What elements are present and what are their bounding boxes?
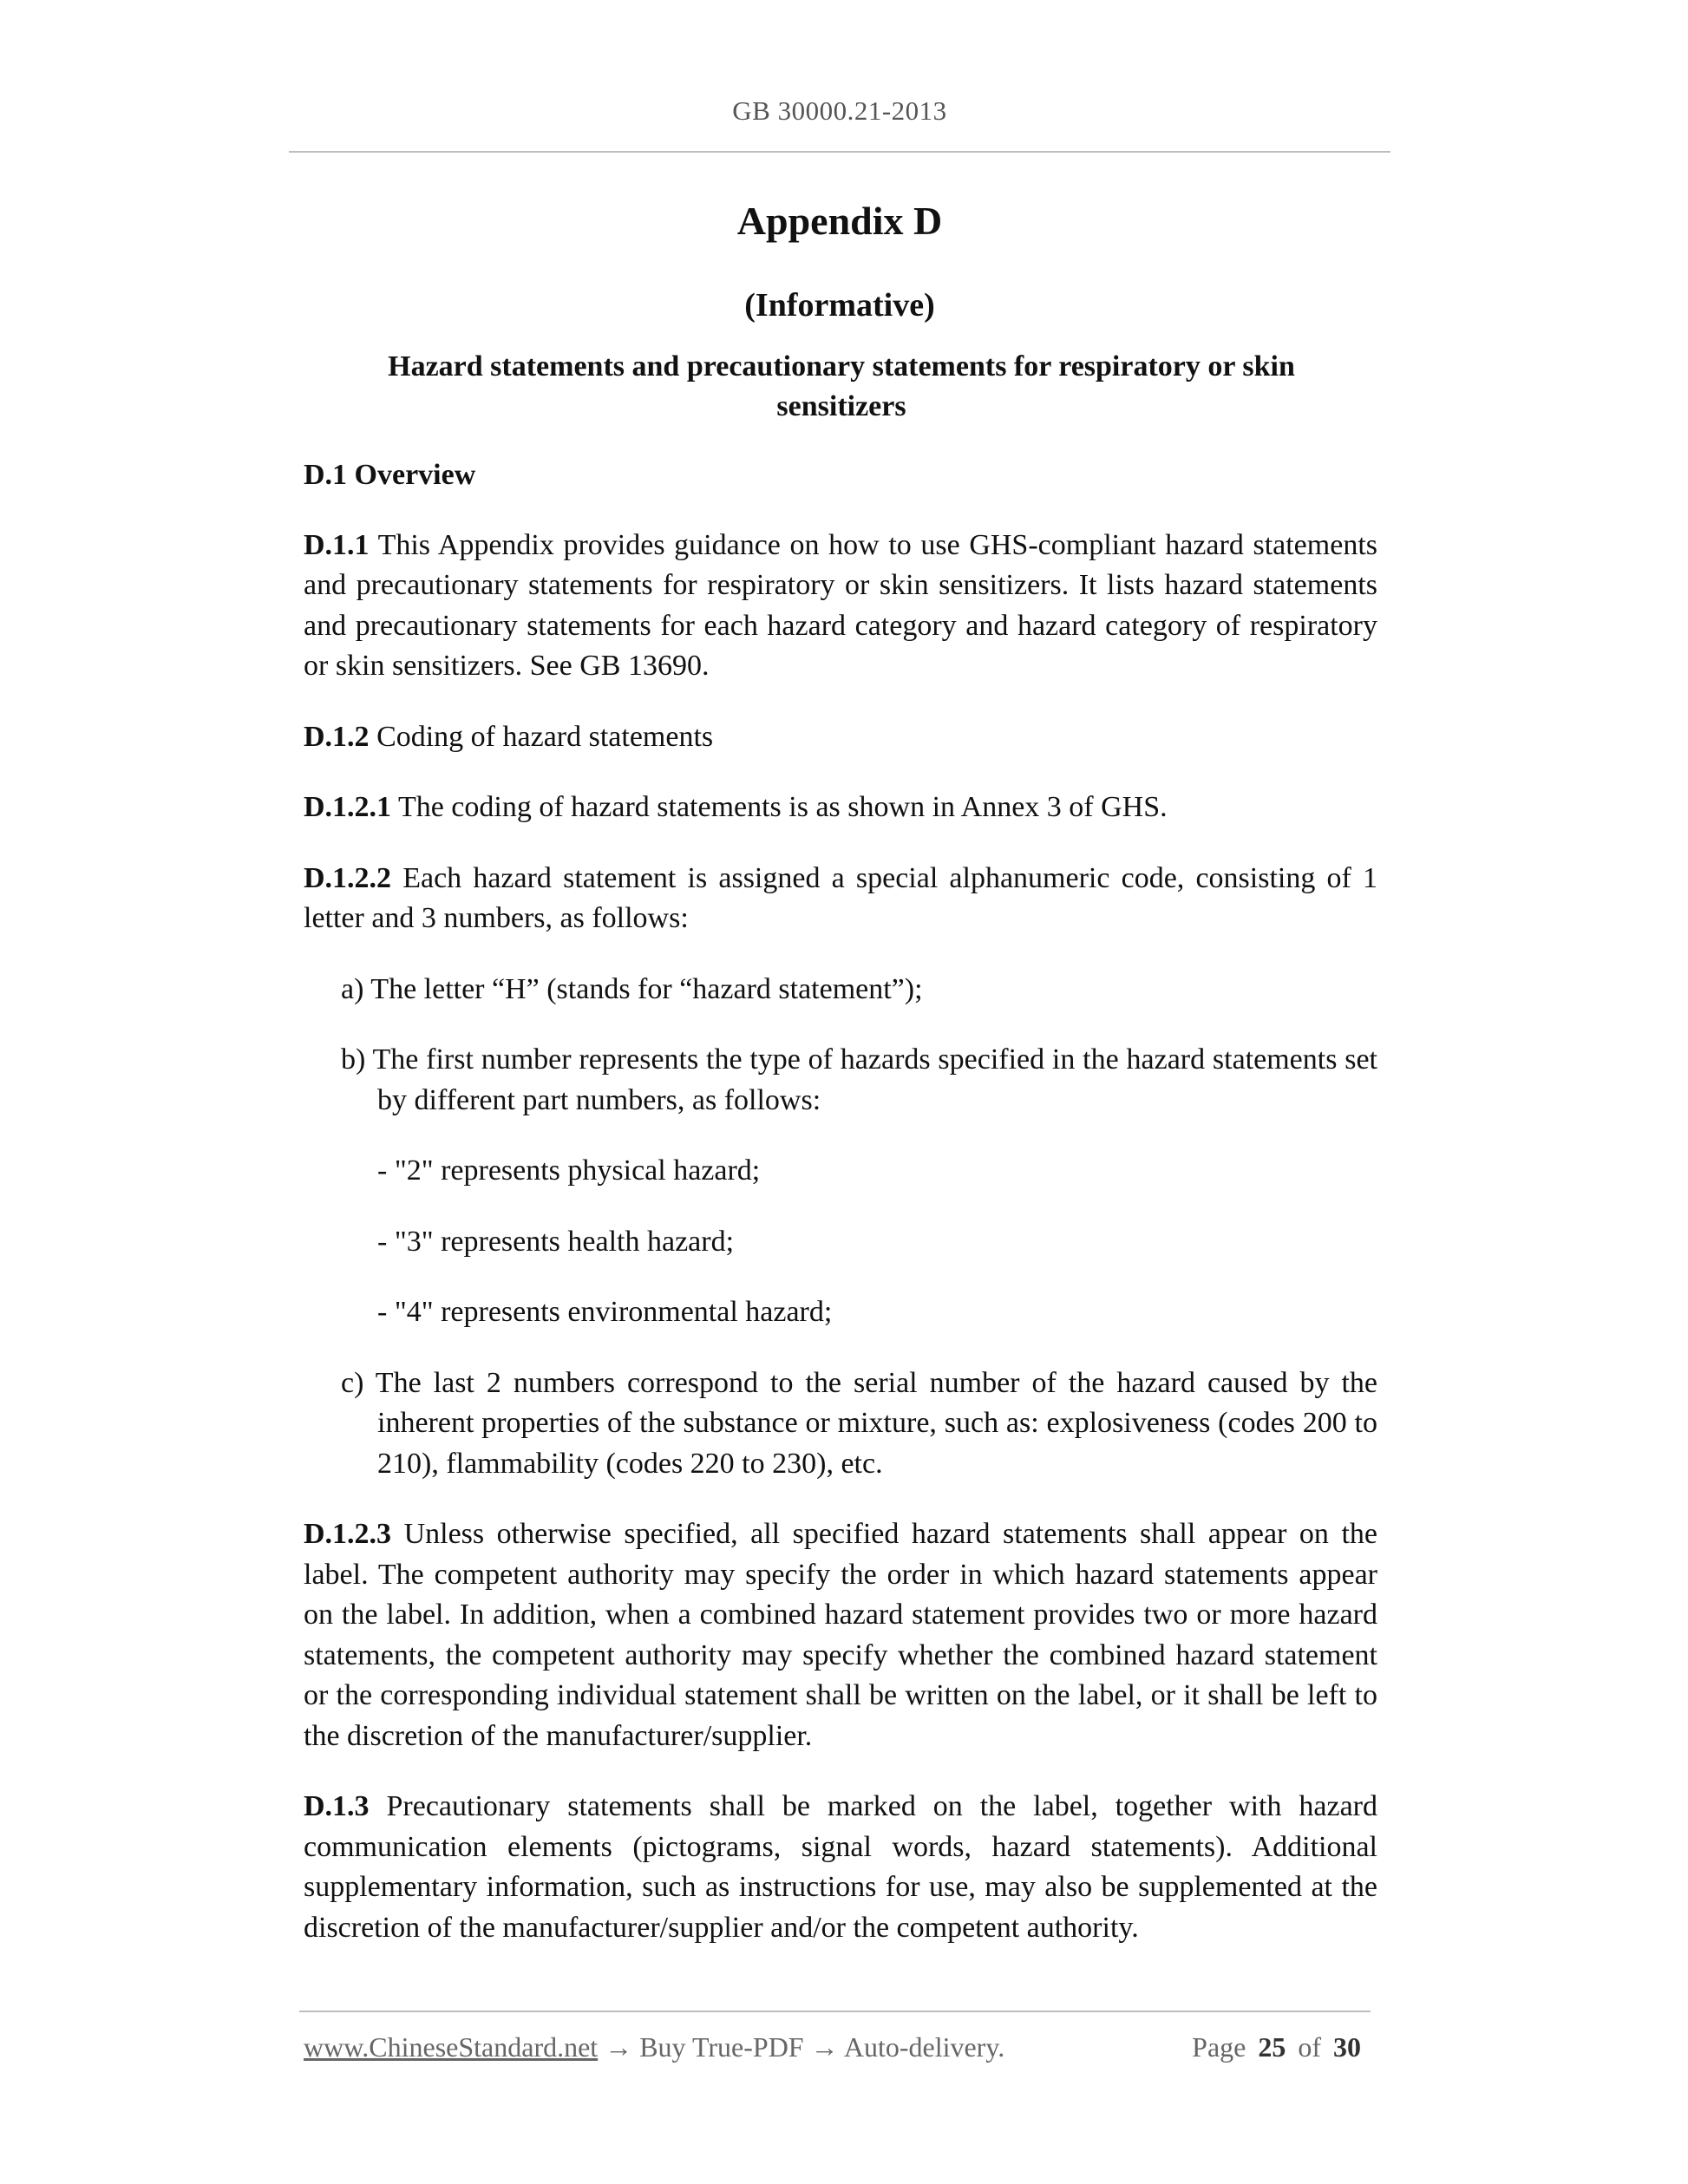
clause-text: Unless otherwise specified, all specified hazard statements shall appear on the label. The competent authority may specify the order in which hazard statements appear on the label. In addition, when a combined hazard statement provides two or more hazard statements, the competent authority may specify whether the combined hazard statement or the corresponding individual statement shall be written on the label, or it shall be left to the discretion of the manufacturer/supplier. <box>304 1518 1377 1752</box>
appendix-title: Appendix D <box>736 199 943 243</box>
clause-text: Coding of hazard statements <box>369 720 714 753</box>
list-item-a: a) The letter “H” (stands for “hazard statement”); <box>341 972 923 1005</box>
page-header-standard-code: GB 30000.21-2013 <box>732 95 947 126</box>
section-heading-d1: D.1 Overview <box>304 459 476 491</box>
paragraph-d1-1 <box>304 526 1377 687</box>
clause-text: The coding of hazard statements is as shown in Annex 3 of GHS. <box>391 791 1168 823</box>
clause-number: D.1.2.1 <box>304 791 392 823</box>
footer-divider <box>299 2011 1371 2012</box>
header-divider <box>289 151 1390 153</box>
paragraph-d1-2-1 <box>304 788 1377 828</box>
clause-text: Precautionary statements shall be marked on the label, together with hazard communication elements (pictograms, signal words, hazard statements). Additional supplementary information, such as instructions for use, may also be supplemented at the discretion of the manufacturer/supplier and/or the competent authority. <box>304 1790 1377 1944</box>
paragraph-d1-2-2 <box>304 859 1377 939</box>
page-label: Page <box>1192 2031 1246 2063</box>
footer-promo-text: → Buy True-PDF → Auto-delivery. <box>598 2031 1005 2063</box>
appendix-heading: Hazard statements and precautionary statements for respiratory or skin sensitizers <box>388 350 1295 422</box>
list-subitem-environmental: - "4" represents environmental hazard; <box>377 1296 833 1328</box>
document-body <box>304 455 1377 1978</box>
appendix-subtitle: (Informative) <box>744 287 935 324</box>
page-total: 30 <box>1333 2031 1361 2063</box>
clause-number: D.1.2 <box>304 720 370 753</box>
list-subitem-health: - "3" represents health hazard; <box>377 1225 735 1258</box>
clause-number: D.1.2.3 <box>304 1518 392 1550</box>
clause-number: D.1.3 <box>304 1790 370 1822</box>
clause-text: This Appendix provides guidance on how to use GHS-compliant hazard statements and precautionary statements for respiratory or skin sensitizers. It lists hazard statements and precautionary statements for each hazard category and hazard category of respiratory or skin sensitizers. See GB 13690. <box>304 528 1377 682</box>
clause-text: Each hazard statement is assigned a special alphanumeric code, consisting of 1 letter and 3 numbers, as follows: <box>304 861 1377 934</box>
footer-promo <box>304 2031 1004 2063</box>
paragraph-d1-3 <box>304 1787 1377 1948</box>
list-subitem-physical: - "2" represents physical hazard; <box>377 1154 761 1187</box>
paragraph-d1-2-3 <box>304 1514 1377 1756</box>
page-of-label: of <box>1298 2031 1321 2063</box>
clause-number: D.1.2.2 <box>304 861 392 894</box>
website-link[interactable]: www.ChineseStandard.net <box>304 2031 599 2063</box>
clause-number: D.1.1 <box>304 528 370 561</box>
list-item-c: c) The last 2 numbers correspond to the serial number of the hazard caused by the inherent properties of the substance or mixture, such as: explosiveness (codes 200 to 210), flammability (codes 220 to 230), etc. <box>341 1366 1377 1480</box>
page-current: 25 <box>1258 2031 1286 2063</box>
page-number <box>1192 2031 1366 2063</box>
list-item-b: b) The first number represents the type of hazards specified in the hazard statements set by different part numbers, as follows: <box>341 1043 1377 1116</box>
paragraph-d1-2 <box>304 717 1377 758</box>
